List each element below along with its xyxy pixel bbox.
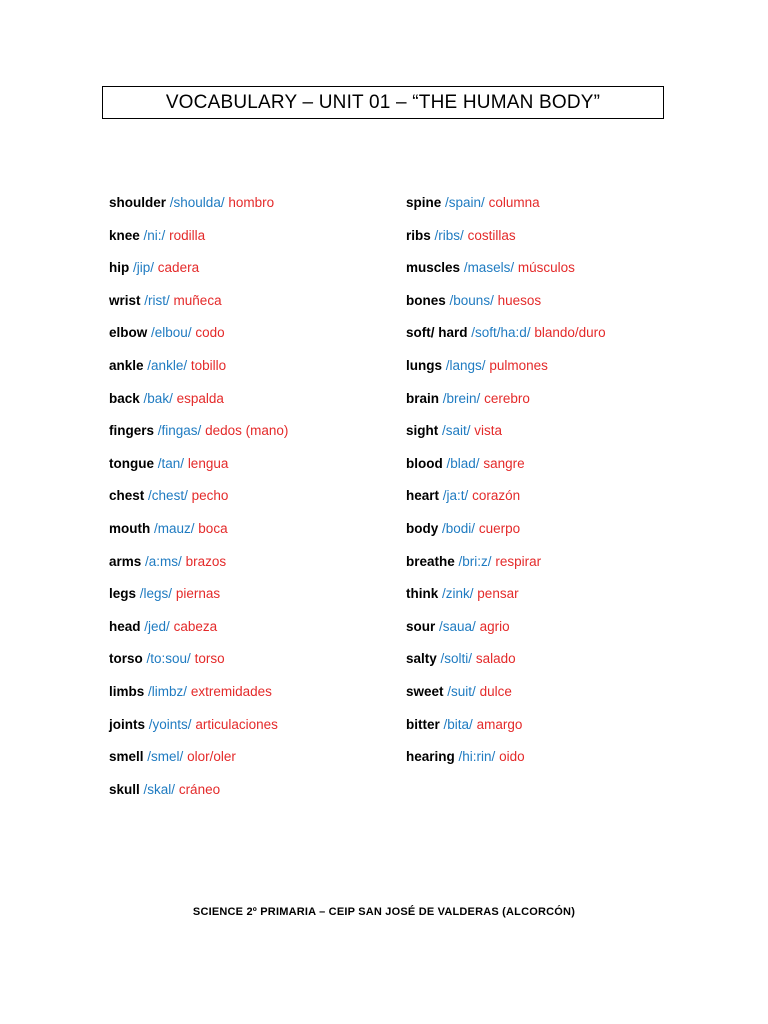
vocabulary-word: body [406, 520, 439, 536]
vocabulary-word: tongue [109, 455, 154, 471]
phonetic-transcription: /suit/ [447, 683, 476, 699]
phonetic-transcription: /legs/ [139, 586, 173, 602]
vocabulary-word: legs [109, 586, 137, 602]
vocabulary-entry [109, 291, 409, 324]
vocabulary-entry [109, 389, 409, 422]
vocabulary-entry [406, 323, 706, 356]
vocabulary-entry [406, 486, 706, 519]
phonetic-transcription: /smel/ [147, 749, 184, 765]
vocabulary-word: blood [406, 455, 443, 471]
phonetic-transcription: /zink/ [442, 586, 474, 602]
vocabulary-word: ankle [109, 357, 144, 373]
phonetic-transcription: /hi:rin/ [458, 749, 496, 765]
spanish-translation: tobillo [190, 357, 227, 373]
vocabulary-entry [109, 715, 409, 748]
spanish-translation: amargo [476, 716, 523, 732]
spanish-translation: espalda [176, 390, 224, 406]
vocabulary-word: fingers [109, 423, 155, 439]
vocabulary-entry [406, 291, 706, 324]
phonetic-transcription: /bri:z/ [458, 553, 492, 569]
phonetic-transcription: /a:ms/ [145, 553, 182, 569]
spanish-translation: cráneo [178, 781, 221, 797]
vocabulary-entry [406, 421, 706, 454]
vocabulary-entry [406, 552, 706, 585]
phonetic-transcription: /rist/ [144, 292, 170, 308]
vocabulary-word: elbow [109, 325, 148, 341]
vocabulary-entry [109, 486, 409, 519]
vocabulary-word: muscles [406, 260, 461, 276]
phonetic-transcription: /bak/ [143, 390, 173, 406]
vocabulary-entry [109, 552, 409, 585]
spanish-translation: hombro [228, 195, 275, 210]
spanish-translation: blando/duro [534, 325, 606, 341]
spanish-translation: cerebro [484, 390, 530, 406]
phonetic-transcription: /spain/ [445, 195, 485, 210]
spanish-translation: olor/oler [187, 749, 236, 765]
spanish-translation: boca [198, 520, 228, 536]
vocabulary-word: breathe [406, 553, 455, 569]
phonetic-transcription: /to:sou/ [146, 651, 191, 667]
spanish-translation: articulaciones [195, 716, 278, 732]
vocabulary-word: head [109, 618, 141, 634]
spanish-translation: dulce [479, 683, 512, 699]
phonetic-transcription: /chest/ [148, 488, 188, 504]
vocabulary-word: mouth [109, 520, 151, 536]
phonetic-transcription: /shoulda/ [169, 195, 225, 210]
vocabulary-word: sour [406, 618, 436, 634]
phonetic-transcription: /soft/ha:d/ [471, 325, 531, 341]
spanish-translation: salado [475, 651, 516, 667]
phonetic-transcription: /yoints/ [148, 716, 192, 732]
spanish-translation: músculos [517, 260, 575, 276]
vocabulary-word: arms [109, 553, 142, 569]
page-title: VOCABULARY – UNIT 01 – “THE HUMAN BODY” [165, 91, 601, 113]
vocabulary-entry [109, 617, 409, 650]
phonetic-transcription: /masels/ [463, 260, 515, 276]
spanish-translation: sangre [483, 455, 525, 471]
phonetic-transcription: /bodi/ [442, 520, 476, 536]
vocabulary-word: think [406, 586, 439, 602]
spanish-translation: pecho [191, 488, 229, 504]
vocabulary-word: hip [109, 260, 130, 276]
phonetic-transcription: /jed/ [144, 618, 170, 634]
phonetic-transcription: /mauz/ [154, 520, 195, 536]
vocabulary-entry [406, 454, 706, 487]
vocabulary-entry [109, 226, 409, 259]
vocabulary-entry [109, 421, 409, 454]
spanish-translation: cuerpo [478, 520, 521, 536]
vocabulary-word: sight [406, 423, 439, 439]
vocabulary-entry [109, 780, 409, 813]
phonetic-transcription: /sait/ [442, 423, 471, 439]
spanish-translation: pensar [477, 586, 519, 602]
spanish-translation: vista [474, 423, 503, 439]
vocabulary-entry [406, 226, 706, 259]
phonetic-transcription: /solti/ [440, 651, 473, 667]
vocabulary-entry [406, 747, 706, 780]
phonetic-transcription: /ni:/ [143, 227, 166, 243]
footer: SCIENCE 2º PRIMARIA – CEIP SAN JOSÉ DE VALDERAS (ALCORCÓN) [192, 906, 576, 918]
vocabulary-entry [406, 389, 706, 422]
vocabulary-word: shoulder [109, 195, 167, 210]
vocabulary-entry [406, 356, 706, 389]
spanish-translation: corazón [472, 488, 521, 504]
vocabulary-word: salty [406, 651, 437, 667]
phonetic-transcription: /brein/ [442, 390, 481, 406]
phonetic-transcription: /fingas/ [157, 423, 202, 439]
phonetic-transcription: /ankle/ [147, 357, 188, 373]
phonetic-transcription: /bita/ [443, 716, 473, 732]
vocabulary-column-left [109, 193, 409, 812]
vocabulary-entry [109, 258, 409, 291]
vocabulary-entry [406, 519, 706, 552]
vocabulary-entry [109, 356, 409, 389]
spanish-translation: cabeza [173, 618, 218, 634]
spanish-translation: lengua [187, 455, 229, 471]
vocabulary-word: skull [109, 781, 140, 797]
phonetic-transcription: /bouns/ [449, 292, 494, 308]
vocabulary-word: bones [406, 292, 446, 308]
phonetic-transcription: /langs/ [445, 357, 486, 373]
phonetic-transcription: /elbou/ [151, 325, 192, 341]
vocabulary-entry [109, 193, 409, 226]
spanish-translation: codo [195, 325, 225, 341]
spanish-translation: torso [194, 651, 225, 667]
spanish-translation: piernas [175, 586, 221, 602]
vocabulary-word: brain [406, 390, 440, 406]
spanish-translation: cadera [157, 260, 200, 276]
vocabulary-entry [406, 649, 706, 682]
vocabulary-word: back [109, 390, 140, 406]
spanish-translation: muñeca [173, 292, 222, 308]
vocabulary-entry [406, 193, 706, 226]
vocabulary-entry [406, 258, 706, 291]
phonetic-transcription: /ja:t/ [442, 488, 469, 504]
spanish-translation: oido [499, 749, 525, 765]
vocabulary-entry [109, 584, 409, 617]
vocabulary-entry [406, 682, 706, 715]
phonetic-transcription: /skal/ [143, 781, 176, 797]
vocabulary-column-right [406, 193, 706, 780]
spanish-translation: huesos [497, 292, 542, 308]
vocabulary-word: limbs [109, 683, 145, 699]
vocabulary-entry [406, 715, 706, 748]
spanish-translation: dedos (mano) [205, 423, 289, 439]
spanish-translation: pulmones [489, 357, 548, 373]
phonetic-transcription: /saua/ [439, 618, 476, 634]
vocabulary-word: soft/ hard [406, 325, 468, 341]
phonetic-transcription: /limbz/ [148, 683, 188, 699]
vocabulary-word: smell [109, 749, 144, 765]
vocabulary-entry [406, 617, 706, 650]
vocabulary-entry [109, 519, 409, 552]
vocabulary-word: wrist [109, 292, 141, 308]
phonetic-transcription: /blad/ [446, 455, 480, 471]
vocabulary-word: chest [109, 488, 145, 504]
phonetic-transcription: /tan/ [157, 455, 185, 471]
spanish-translation: costillas [467, 227, 516, 243]
spanish-translation: extremidades [190, 683, 272, 699]
vocabulary-word: ribs [406, 227, 431, 243]
vocabulary-word: torso [109, 651, 143, 667]
spanish-translation: columna [488, 195, 540, 210]
vocabulary-word: knee [109, 227, 140, 243]
vocabulary-word: spine [406, 195, 442, 210]
vocabulary-word: joints [109, 716, 145, 732]
vocabulary-word: hearing [406, 749, 455, 765]
spanish-translation: rodilla [169, 227, 206, 243]
vocabulary-entry [109, 682, 409, 715]
vocabulary-word: heart [406, 488, 440, 504]
phonetic-transcription: /ribs/ [434, 227, 464, 243]
vocabulary-word: lungs [406, 357, 442, 373]
vocabulary-entry [109, 454, 409, 487]
vocabulary-word: bitter [406, 716, 440, 732]
vocabulary-word: sweet [406, 683, 444, 699]
spanish-translation: respirar [495, 553, 542, 569]
phonetic-transcription: /jip/ [133, 260, 155, 276]
vocabulary-entry [109, 649, 409, 682]
spanish-translation: brazos [185, 553, 227, 569]
vocabulary-entry [109, 747, 409, 780]
vocabulary-entry [109, 323, 409, 356]
vocabulary-entry [406, 584, 706, 617]
spanish-translation: agrio [479, 618, 510, 634]
title-box [102, 86, 664, 119]
